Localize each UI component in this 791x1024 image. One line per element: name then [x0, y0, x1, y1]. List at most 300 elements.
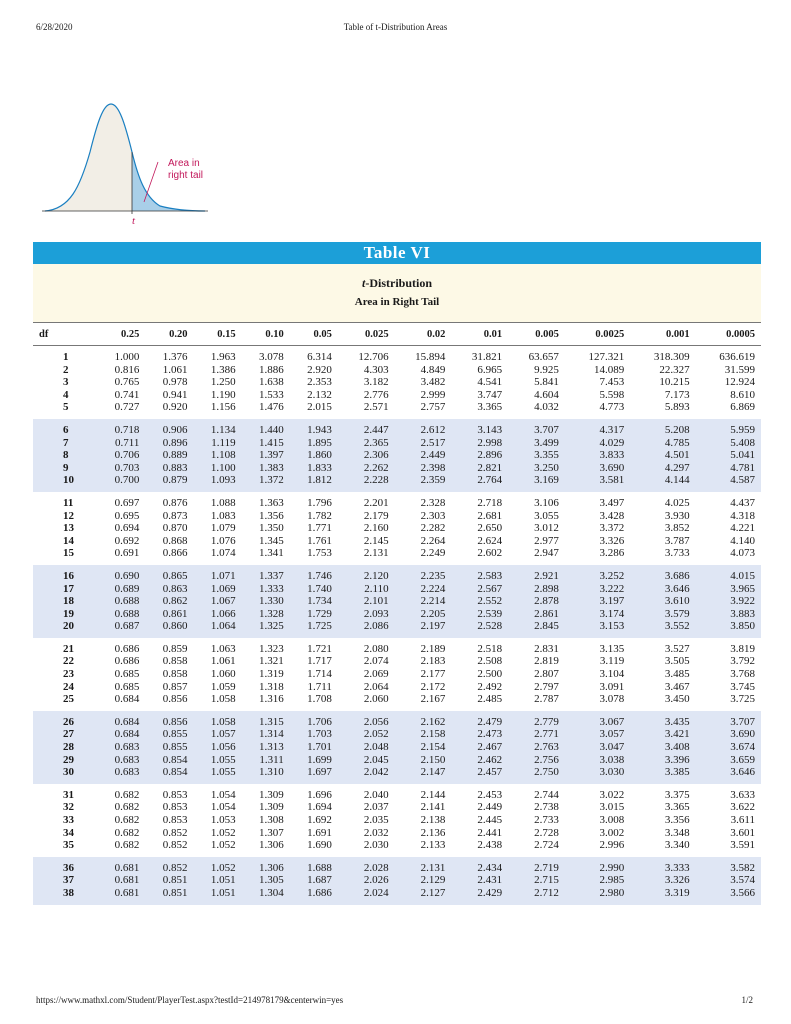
value-cell: 1.363 [242, 492, 290, 510]
value-cell: 3.022 [565, 784, 630, 802]
value-cell: 3.252 [565, 565, 630, 583]
value-cell: 10.215 [630, 376, 695, 389]
value-cell: 2.042 [338, 766, 395, 784]
value-cell: 3.408 [630, 741, 695, 754]
value-cell: 2.262 [338, 462, 395, 475]
value-cell: 2.602 [451, 547, 508, 565]
value-cell: 1.638 [242, 376, 290, 389]
df-cell: 19 [33, 608, 97, 621]
table-row [33, 595, 761, 608]
value-cell: 2.365 [338, 437, 395, 450]
value-cell: 3.552 [630, 620, 695, 638]
value-cell: 0.686 [97, 655, 145, 668]
t-distribution-table [33, 322, 761, 905]
value-cell: 0.687 [97, 620, 145, 638]
value-cell: 1.309 [242, 801, 290, 814]
value-cell: 1.886 [242, 364, 290, 377]
value-cell: 0.858 [145, 655, 193, 668]
value-cell: 1.337 [242, 565, 290, 583]
value-cell: 3.091 [565, 681, 630, 694]
value-cell: 2.831 [508, 638, 565, 656]
value-cell: 1.688 [290, 857, 338, 875]
subtitle-t: t [361, 276, 366, 290]
value-cell: 0.852 [145, 827, 193, 840]
value-cell: 3.852 [630, 522, 695, 535]
value-cell: 2.539 [451, 608, 508, 621]
value-cell: 2.048 [338, 741, 395, 754]
table-row [33, 547, 761, 565]
value-cell: 1.687 [290, 874, 338, 887]
value-cell: 2.183 [395, 655, 452, 668]
value-cell: 1.397 [242, 449, 290, 462]
tail-area-label-line2: right tail [168, 170, 204, 181]
value-cell: 2.162 [395, 711, 452, 729]
table-row [33, 620, 761, 638]
value-cell: 0.873 [145, 510, 193, 523]
value-cell: 0.863 [145, 583, 193, 596]
value-cell: 2.462 [451, 754, 508, 767]
value-cell: 2.429 [451, 887, 508, 905]
value-cell: 2.819 [508, 655, 565, 668]
value-cell: 0.870 [145, 522, 193, 535]
table-row [33, 887, 761, 905]
value-cell: 1.696 [290, 784, 338, 802]
value-cell: 12.924 [696, 376, 761, 389]
table-row [33, 693, 761, 711]
value-cell: 1.305 [242, 874, 290, 887]
table-row [33, 681, 761, 694]
value-cell: 1.074 [193, 547, 241, 565]
value-cell: 1.000 [97, 346, 145, 364]
value-cell: 2.715 [508, 874, 565, 887]
value-cell: 2.030 [338, 839, 395, 857]
value-cell: 1.054 [193, 801, 241, 814]
value-cell: 3.690 [565, 462, 630, 475]
value-cell: 2.492 [451, 681, 508, 694]
value-cell: 2.724 [508, 839, 565, 857]
table-row [33, 492, 761, 510]
value-cell: 2.998 [451, 437, 508, 450]
value-cell: 2.449 [395, 449, 452, 462]
value-cell: 1.061 [145, 364, 193, 377]
print-title: Table of t-Distribution Areas [343, 22, 448, 32]
value-cell: 2.189 [395, 638, 452, 656]
table-row [33, 474, 761, 492]
value-cell: 1.356 [242, 510, 290, 523]
value-cell: 3.153 [565, 620, 630, 638]
df-cell: 13 [33, 522, 97, 535]
print-date: 6/28/2020 [36, 22, 73, 32]
value-cell: 3.965 [696, 583, 761, 596]
value-cell: 2.485 [451, 693, 508, 711]
value-cell: 0.685 [97, 681, 145, 694]
table-row [33, 655, 761, 668]
value-cell: 9.925 [508, 364, 565, 377]
value-cell: 0.765 [97, 376, 145, 389]
value-cell: 3.333 [630, 857, 695, 875]
df-cell: 1 [33, 346, 97, 364]
value-cell: 2.172 [395, 681, 452, 694]
table-title-banner: Table VI [33, 242, 761, 264]
value-cell: 1.692 [290, 814, 338, 827]
value-cell: 1.440 [242, 419, 290, 437]
value-cell: 3.135 [565, 638, 630, 656]
value-cell: 1.782 [290, 510, 338, 523]
value-cell: 2.235 [395, 565, 452, 583]
table-row [33, 839, 761, 857]
value-cell: 1.734 [290, 595, 338, 608]
value-cell: 4.501 [630, 449, 695, 462]
table-row [33, 376, 761, 389]
value-cell: 3.482 [395, 376, 452, 389]
value-cell: 1.306 [242, 839, 290, 857]
table-row [33, 535, 761, 548]
value-cell: 2.093 [338, 608, 395, 621]
value-cell: 1.372 [242, 474, 290, 492]
value-cell: 0.857 [145, 681, 193, 694]
value-cell: 1.066 [193, 608, 241, 621]
df-cell: 28 [33, 741, 97, 754]
value-cell: 3.008 [565, 814, 630, 827]
value-cell: 3.365 [451, 401, 508, 419]
value-cell: 3.930 [630, 510, 695, 523]
value-cell: 3.690 [696, 728, 761, 741]
table-row [33, 437, 761, 450]
value-cell: 4.144 [630, 474, 695, 492]
value-cell: 1.383 [242, 462, 290, 475]
value-cell: 3.355 [508, 449, 565, 462]
value-cell: 5.841 [508, 376, 565, 389]
value-cell: 0.688 [97, 608, 145, 621]
tail-area-label-line1: Area in [168, 158, 200, 169]
value-cell: 3.591 [696, 839, 761, 857]
value-cell: 1.386 [193, 364, 241, 377]
value-cell: 2.040 [338, 784, 395, 802]
value-cell: 0.861 [145, 608, 193, 621]
value-cell: 3.922 [696, 595, 761, 608]
value-cell: 1.771 [290, 522, 338, 535]
value-cell: 2.921 [508, 565, 565, 583]
label-pointer-line [144, 162, 158, 202]
value-cell: 3.659 [696, 754, 761, 767]
table-row [33, 389, 761, 402]
value-cell: 2.990 [565, 857, 630, 875]
value-cell: 0.941 [145, 389, 193, 402]
value-cell: 1.717 [290, 655, 338, 668]
value-cell: 2.032 [338, 827, 395, 840]
value-cell: 1.746 [290, 565, 338, 583]
value-cell: 3.467 [630, 681, 695, 694]
value-cell: 4.015 [696, 565, 761, 583]
value-cell: 2.776 [338, 389, 395, 402]
col-header: 0.25 [97, 323, 145, 346]
print-page-number: 1/2 [741, 995, 753, 1005]
value-cell: 1.053 [193, 814, 241, 827]
value-cell: 0.682 [97, 814, 145, 827]
value-cell: 2.359 [395, 474, 452, 492]
value-cell: 7.453 [565, 376, 630, 389]
value-cell: 3.499 [508, 437, 565, 450]
value-cell: 1.697 [290, 766, 338, 784]
value-cell: 4.032 [508, 401, 565, 419]
value-cell: 1.318 [242, 681, 290, 694]
value-cell: 0.681 [97, 874, 145, 887]
df-cell: 36 [33, 857, 97, 875]
value-cell: 3.169 [508, 474, 565, 492]
value-cell: 0.852 [145, 857, 193, 875]
value-cell: 1.058 [193, 693, 241, 711]
df-cell: 22 [33, 655, 97, 668]
value-cell: 2.797 [508, 681, 565, 694]
value-cell: 2.434 [451, 857, 508, 875]
value-cell: 3.182 [338, 376, 395, 389]
col-header: 0.05 [290, 323, 338, 346]
value-cell: 2.154 [395, 741, 452, 754]
value-cell: 2.920 [290, 364, 338, 377]
value-cell: 2.681 [451, 510, 508, 523]
value-cell: 6.869 [696, 401, 761, 419]
value-cell: 3.610 [630, 595, 695, 608]
value-cell: 31.821 [451, 346, 508, 364]
value-cell: 1.694 [290, 801, 338, 814]
value-cell: 2.999 [395, 389, 452, 402]
value-cell: 3.792 [696, 655, 761, 668]
col-header: 0.0005 [696, 323, 761, 346]
value-cell: 1.308 [242, 814, 290, 827]
value-cell: 1.309 [242, 784, 290, 802]
value-cell: 3.222 [565, 583, 630, 596]
value-cell: 3.340 [630, 839, 695, 857]
value-cell: 1.052 [193, 857, 241, 875]
value-cell: 0.692 [97, 535, 145, 548]
value-cell: 0.683 [97, 766, 145, 784]
value-cell: 1.314 [242, 728, 290, 741]
value-cell: 1.250 [193, 376, 241, 389]
value-cell: 1.725 [290, 620, 338, 638]
value-cell: 2.896 [451, 449, 508, 462]
value-cell: 2.845 [508, 620, 565, 638]
value-cell: 1.711 [290, 681, 338, 694]
df-cell: 27 [33, 728, 97, 741]
table-row [33, 346, 761, 364]
value-cell: 2.224 [395, 583, 452, 596]
value-cell: 3.674 [696, 741, 761, 754]
value-cell: 1.057 [193, 728, 241, 741]
value-cell: 2.158 [395, 728, 452, 741]
value-cell: 1.699 [290, 754, 338, 767]
df-header: df [33, 323, 97, 346]
value-cell: 2.807 [508, 668, 565, 681]
value-cell: 0.684 [97, 693, 145, 711]
value-cell: 2.518 [451, 638, 508, 656]
value-cell: 0.851 [145, 874, 193, 887]
value-cell: 0.860 [145, 620, 193, 638]
value-cell: 1.740 [290, 583, 338, 596]
value-cell: 1.315 [242, 711, 290, 729]
value-cell: 2.131 [338, 547, 395, 565]
value-cell: 0.855 [145, 741, 193, 754]
value-cell: 0.858 [145, 668, 193, 681]
table-row [33, 754, 761, 767]
col-header: 0.01 [451, 323, 508, 346]
value-cell: 1.963 [193, 346, 241, 364]
col-header: 0.10 [242, 323, 290, 346]
value-cell: 3.015 [565, 801, 630, 814]
value-cell: 4.140 [696, 535, 761, 548]
value-cell: 3.197 [565, 595, 630, 608]
value-cell: 4.541 [451, 376, 508, 389]
value-cell: 1.860 [290, 449, 338, 462]
value-cell: 0.854 [145, 754, 193, 767]
value-cell: 3.768 [696, 668, 761, 681]
value-cell: 15.894 [395, 346, 452, 364]
value-cell: 0.866 [145, 547, 193, 565]
value-cell: 1.134 [193, 419, 241, 437]
value-cell: 2.214 [395, 595, 452, 608]
value-cell: 2.160 [338, 522, 395, 535]
value-cell: 1.076 [193, 535, 241, 548]
value-cell: 0.682 [97, 801, 145, 814]
value-cell: 1.690 [290, 839, 338, 857]
value-cell: 0.920 [145, 401, 193, 419]
value-cell: 0.978 [145, 376, 193, 389]
value-cell: 0.855 [145, 728, 193, 741]
table-row [33, 857, 761, 875]
value-cell: 3.601 [696, 827, 761, 840]
value-cell: 2.015 [290, 401, 338, 419]
value-cell: 0.691 [97, 547, 145, 565]
value-cell: 3.428 [565, 510, 630, 523]
value-cell: 3.106 [508, 492, 565, 510]
value-cell: 1.376 [145, 346, 193, 364]
value-cell: 31.599 [696, 364, 761, 377]
value-cell: 3.579 [630, 608, 695, 621]
value-cell: 3.485 [630, 668, 695, 681]
value-cell: 1.313 [242, 741, 290, 754]
value-cell: 0.865 [145, 565, 193, 583]
df-cell: 26 [33, 711, 97, 729]
value-cell: 3.450 [630, 693, 695, 711]
value-cell: 2.144 [395, 784, 452, 802]
table-row [33, 608, 761, 621]
value-cell: 1.056 [193, 741, 241, 754]
value-cell: 2.996 [565, 839, 630, 857]
value-cell: 4.587 [696, 474, 761, 492]
table-row [33, 419, 761, 437]
df-cell: 30 [33, 766, 97, 784]
value-cell: 0.727 [97, 401, 145, 419]
value-cell: 2.052 [338, 728, 395, 741]
value-cell: 3.633 [696, 784, 761, 802]
value-cell: 1.321 [242, 655, 290, 668]
value-cell: 3.356 [630, 814, 695, 827]
value-cell: 4.437 [696, 492, 761, 510]
df-cell: 17 [33, 583, 97, 596]
value-cell: 2.650 [451, 522, 508, 535]
value-cell: 2.141 [395, 801, 452, 814]
value-cell: 2.457 [451, 766, 508, 784]
value-cell: 22.327 [630, 364, 695, 377]
value-cell: 2.045 [338, 754, 395, 767]
value-cell: 4.297 [630, 462, 695, 475]
value-cell: 3.119 [565, 655, 630, 668]
df-cell: 16 [33, 565, 97, 583]
value-cell: 3.725 [696, 693, 761, 711]
df-cell: 5 [33, 401, 97, 419]
table-row [33, 522, 761, 535]
value-cell: 3.505 [630, 655, 695, 668]
value-cell: 1.108 [193, 449, 241, 462]
value-cell: 0.681 [97, 857, 145, 875]
table-row [33, 728, 761, 741]
value-cell: 4.073 [696, 547, 761, 565]
value-cell: 3.574 [696, 874, 761, 887]
df-cell: 24 [33, 681, 97, 694]
value-cell: 5.959 [696, 419, 761, 437]
df-cell: 9 [33, 462, 97, 475]
value-cell: 2.508 [451, 655, 508, 668]
table-row [33, 449, 761, 462]
value-cell: 0.684 [97, 711, 145, 729]
value-cell: 2.718 [451, 492, 508, 510]
value-cell: 1.319 [242, 668, 290, 681]
value-cell: 3.396 [630, 754, 695, 767]
value-cell: 2.528 [451, 620, 508, 638]
value-cell: 2.306 [338, 449, 395, 462]
value-cell: 2.583 [451, 565, 508, 583]
df-cell: 11 [33, 492, 97, 510]
value-cell: 2.179 [338, 510, 395, 523]
table-row [33, 364, 761, 377]
df-cell: 12 [33, 510, 97, 523]
value-cell: 2.757 [395, 401, 452, 419]
value-cell: 2.069 [338, 668, 395, 681]
value-cell: 2.086 [338, 620, 395, 638]
col-header: 0.20 [145, 323, 193, 346]
value-cell: 0.682 [97, 784, 145, 802]
value-cell: 3.326 [565, 535, 630, 548]
table-row [33, 784, 761, 802]
value-cell: 2.479 [451, 711, 508, 729]
value-cell: 0.876 [145, 492, 193, 510]
value-cell: 1.119 [193, 437, 241, 450]
value-cell: 3.421 [630, 728, 695, 741]
df-cell: 7 [33, 437, 97, 450]
value-cell: 2.129 [395, 874, 452, 887]
value-cell: 1.054 [193, 784, 241, 802]
value-cell: 1.190 [193, 389, 241, 402]
value-cell: 3.057 [565, 728, 630, 741]
value-cell: 1.079 [193, 522, 241, 535]
col-header: 0.001 [630, 323, 695, 346]
value-cell: 2.977 [508, 535, 565, 548]
table-row [33, 711, 761, 729]
df-cell: 34 [33, 827, 97, 840]
df-cell: 29 [33, 754, 97, 767]
value-cell: 2.110 [338, 583, 395, 596]
col-header: 0.0025 [565, 323, 630, 346]
value-cell: 1.069 [193, 583, 241, 596]
df-cell: 3 [33, 376, 97, 389]
value-cell: 3.174 [565, 608, 630, 621]
value-cell: 2.947 [508, 547, 565, 565]
value-cell: 1.330 [242, 595, 290, 608]
value-cell: 3.250 [508, 462, 565, 475]
value-cell: 0.682 [97, 827, 145, 840]
value-cell: 2.136 [395, 827, 452, 840]
t-axis-label: t [132, 215, 136, 227]
value-cell: 1.059 [193, 681, 241, 694]
